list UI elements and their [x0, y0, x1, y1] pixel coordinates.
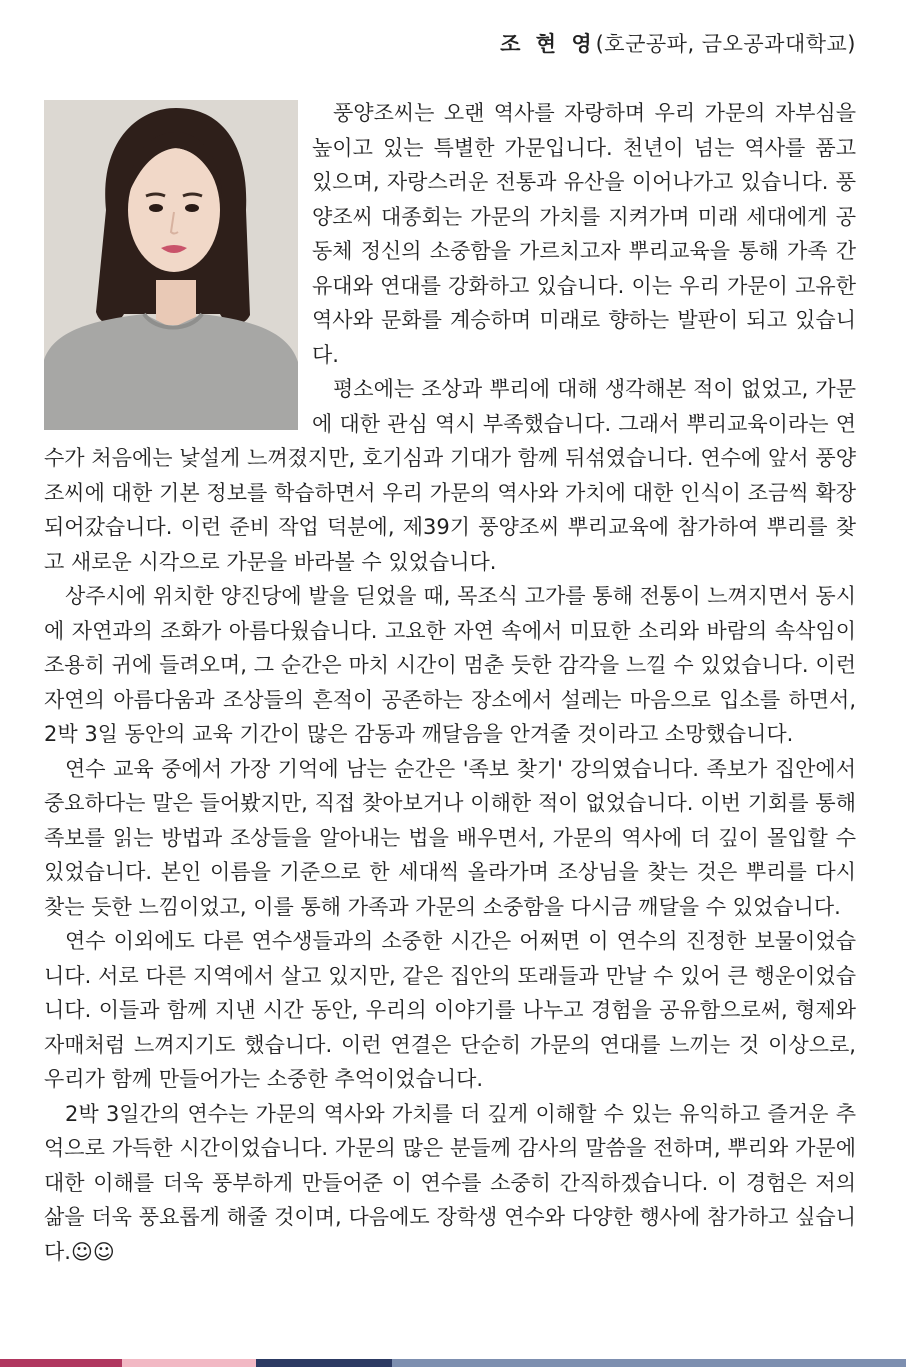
- article-body: [44, 96, 856, 1269]
- paragraph-interest: 평소에는 조상과 뿌리에 대해 생각해본 적이 없었고, 가문에 대한 관심 역시 부족했습니다. 그래서 뿌리교육이라는 연수가 처음에는 낯설게 느껴졌지만, 호기심과 기대가 함께 뒤섞였습니다. 연수에 앞서 풍양 조씨에 대한 기본 정보를 학습하면서 우리 가문의 역사와 가치에 대한 인식이 조금씩 확장되어갔습니다. 이런 준비 작업 덕분에, 제39기 풍양조씨 뿌리교육에 참가하여 뿌리를 찾고 새로운 시각으로 가문을 바라볼 수 있었습니다.: [44, 377, 856, 574]
- paragraph-yangjindang: 상주시에 위치한 양진당에 발을 딛었을 때, 목조식 고가를 통해 전통이 느껴지면서 동시에 자연과의 조화가 아름다웠습니다. 고요한 자연 속에서 미묘한 소리와 바람의 속삭임이 조용히 귀에 들려오며, 그 순간은 마치 시간이 멈춘 듯한 감각을 느낄 수 있었습니다. 이런 자연의 아름다움과 조상들의 흔적이 공존하는 장소에서 설레는 마음으로 입소를 하면서, 2박 3일 동안의 교육 기간이 많은 감동과 깨달음을 안겨줄 것이라고 소망했습니다.: [44, 584, 856, 746]
- footer-segment-1: [0, 1359, 122, 1367]
- paragraph-intro: 풍양조씨는 오랜 역사를 자랑하며 우리 가문의 자부심을 높이고 있는 특별한 가문입니다. 천년이 넘는 역사를 품고 있으며, 자랑스러운 전통과 유산을 이어나가고 있습니다. 풍양조씨 대종회는 가문의 가치를 지켜가며 미래 세대에게 공동체 정신의 소중함을 가르치고자 뿌리교육을 통해 가족 간 유대와 연대를 강화하고 있습니다. 이는 우리 가문이 고유한 역사와 문화를 계승하며 미래로 향하는 발판이 되고 있습니다.: [312, 101, 856, 367]
- paragraph-jokbo: 연수 교육 중에서 가장 기억에 남는 순간은 '족보 찾기' 강의였습니다. 족보가 집안에서 중요하다는 말은 들어봤지만, 직접 찾아보거나 이해한 적이 없었습니다. 이번 기회를 통해 족보를 읽는 방법과 조상들을 알아내는 법을 배우면서, 가문의 역사에 더 깊이 몰입할 수 있었습니다. 본인 이름을 기준으로 한 세대씩 올라가며 조상님을 찾는 것은 뿌리를 다시 찾는 듯한 느낌이었고, 이를 통해 가족과 가문의 소중함을 다시금 깨달을 수 있었습니다.: [44, 756, 856, 919]
- footer-segment-4: [392, 1359, 906, 1367]
- footer-color-bar: [0, 1359, 906, 1367]
- footer-segment-3: [256, 1359, 392, 1367]
- author-byline: [500, 28, 856, 58]
- author-name: 조 현 영: [500, 32, 596, 56]
- paragraph-peers: 연수 이외에도 다른 연수생들과의 소중한 시간은 어쩌면 이 연수의 진정한 보물이었습니다. 서로 다른 지역에서 살고 있지만, 같은 집안의 또래들과 만날 수 있어 큰 행운이었습니다. 이들과 함께 지낸 시간 동안, 우리의 이야기를 나누고 경험을 공유함으로써, 형제와 자매처럼 느껴지기도 했습니다. 이런 연결은 단순히 가문의 연대를 느끼는 것 이상으로, 우리가 함께 만들어가는 소중한 추억이었습니다.: [44, 929, 856, 1091]
- photo-spacer: [44, 96, 312, 432]
- author-affiliation: (호군공파, 금오공과대학교): [595, 32, 856, 56]
- footer-segment-2: [122, 1359, 256, 1367]
- paragraph-conclusion: 2박 3일간의 연수는 가문의 역사와 가치를 더 깊게 이해할 수 있는 유익하고 즐거운 추억으로 가득한 시간이었습니다. 가문의 많은 분들께 감사의 말씀을 전하며, 뿌리와 가문에 대한 이해를 더욱 풍부하게 만들어준 이 연수를 소중히 간직하겠습니다. 이 경험은 저의 삶을 더욱 풍요롭게 해줄 것이며, 다음에도 장학생 연수와 다양한 행사에 참가하고 싶습니다.☺☺: [44, 1101, 856, 1264]
